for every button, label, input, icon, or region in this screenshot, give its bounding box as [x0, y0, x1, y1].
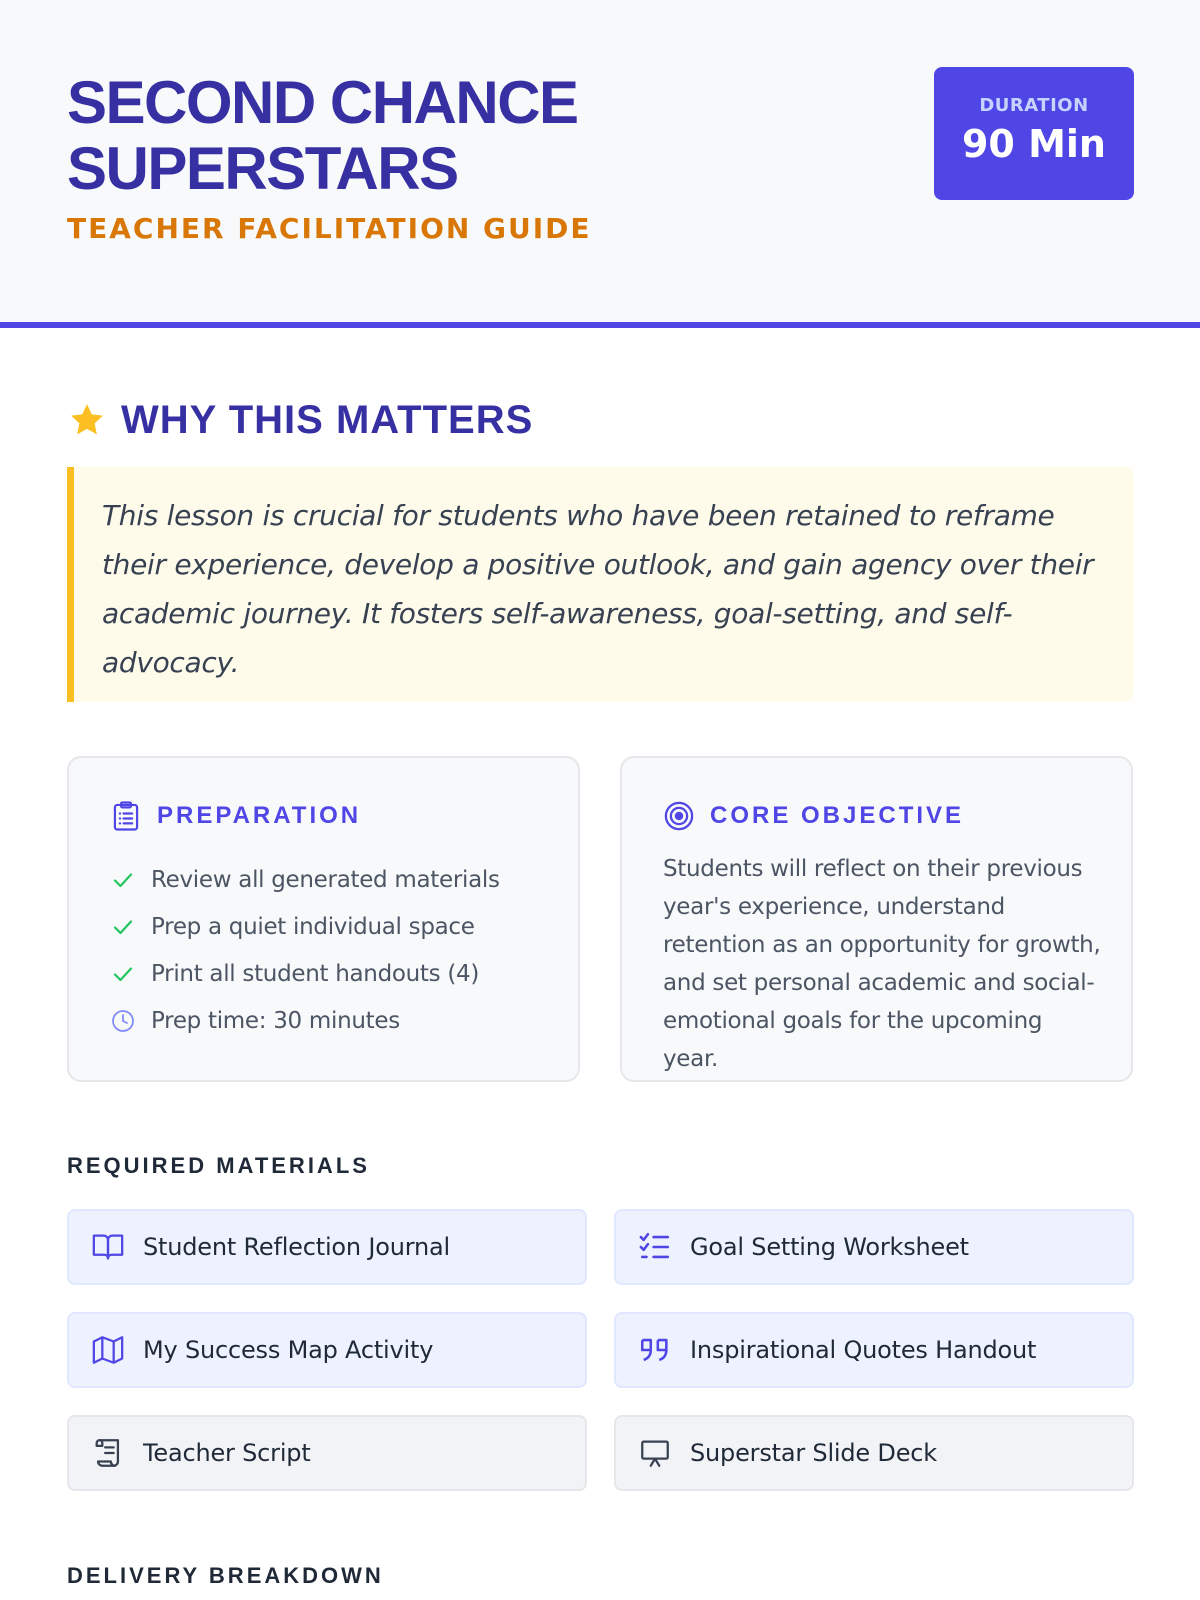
material-label: Superstar Slide Deck [690, 1439, 937, 1467]
list-item [111, 997, 500, 1044]
list-item-label: Review all generated materials [151, 866, 500, 893]
delivery-section-title: DELIVERY BREAKDOWN [67, 1563, 384, 1588]
clipboard-icon [111, 800, 141, 832]
why-section-header [67, 396, 533, 444]
list-item-label: Prep a quiet individual space [151, 913, 475, 940]
why-text: This lesson is crucial for students who have been retained to reframe their experience, develop a positive outlook, and gain agency over their academic journey. It fosters self-awareness, goal-setting, and self-advocacy. [102, 499, 1094, 679]
material-superstar-slide-deck[interactable] [614, 1415, 1134, 1491]
duration-badge [934, 67, 1134, 200]
material-student-reflection-journal[interactable] [67, 1209, 587, 1285]
why-title: WHY THIS MATTERS [121, 397, 534, 442]
list-item [111, 950, 500, 997]
duration-value: 90 Min [961, 122, 1106, 166]
list-item [111, 856, 500, 903]
material-label: Inspirational Quotes Handout [690, 1336, 1037, 1364]
star-icon [67, 400, 107, 440]
core-objective-text: Students will reflect on their previous year's experience, understand retention as an opportunity for growth, and set personal academic and social-emotional goals for the upcoming year. [663, 856, 1101, 1072]
material-my-success-map-activity[interactable] [67, 1312, 587, 1388]
target-icon [664, 800, 694, 832]
material-label: My Success Map Activity [143, 1336, 434, 1364]
page-subtitle: TEACHER FACILITATION GUIDE [67, 212, 592, 245]
core-objective-header [664, 800, 964, 832]
material-teacher-script[interactable] [67, 1415, 587, 1491]
material-label: Teacher Script [143, 1439, 311, 1467]
material-goal-setting-worksheet[interactable] [614, 1209, 1134, 1285]
material-inspirational-quotes-handout[interactable] [614, 1312, 1134, 1388]
presentation-icon [638, 1436, 672, 1470]
material-label: Student Reflection Journal [143, 1233, 450, 1261]
map-icon [91, 1333, 125, 1367]
core-objective-title: CORE OBJECTIVE [710, 802, 965, 829]
core-objective-card [620, 756, 1133, 1082]
list-item [111, 903, 500, 950]
preparation-header [111, 800, 361, 832]
check-icon [111, 868, 135, 892]
why-callout [67, 467, 1134, 702]
materials-section-title: REQUIRED MATERIALS [67, 1153, 370, 1178]
list-item-label: Prep time: 30 minutes [151, 1007, 400, 1034]
quote-icon [638, 1333, 672, 1367]
book-icon [91, 1230, 125, 1264]
header [0, 0, 1200, 328]
material-label: Goal Setting Worksheet [690, 1233, 969, 1261]
page-title: SECOND CHANCE SUPERSTARS [67, 69, 578, 202]
script-icon [91, 1436, 125, 1470]
preparation-card [67, 756, 580, 1082]
preparation-list [111, 856, 500, 1044]
preparation-title: PREPARATION [157, 802, 362, 829]
clock-icon [111, 1009, 135, 1033]
list-item-label: Print all student handouts (4) [151, 960, 480, 987]
check-icon [111, 915, 135, 939]
checklist-icon [638, 1230, 672, 1264]
check-icon [111, 962, 135, 986]
duration-label: DURATION [979, 95, 1089, 116]
